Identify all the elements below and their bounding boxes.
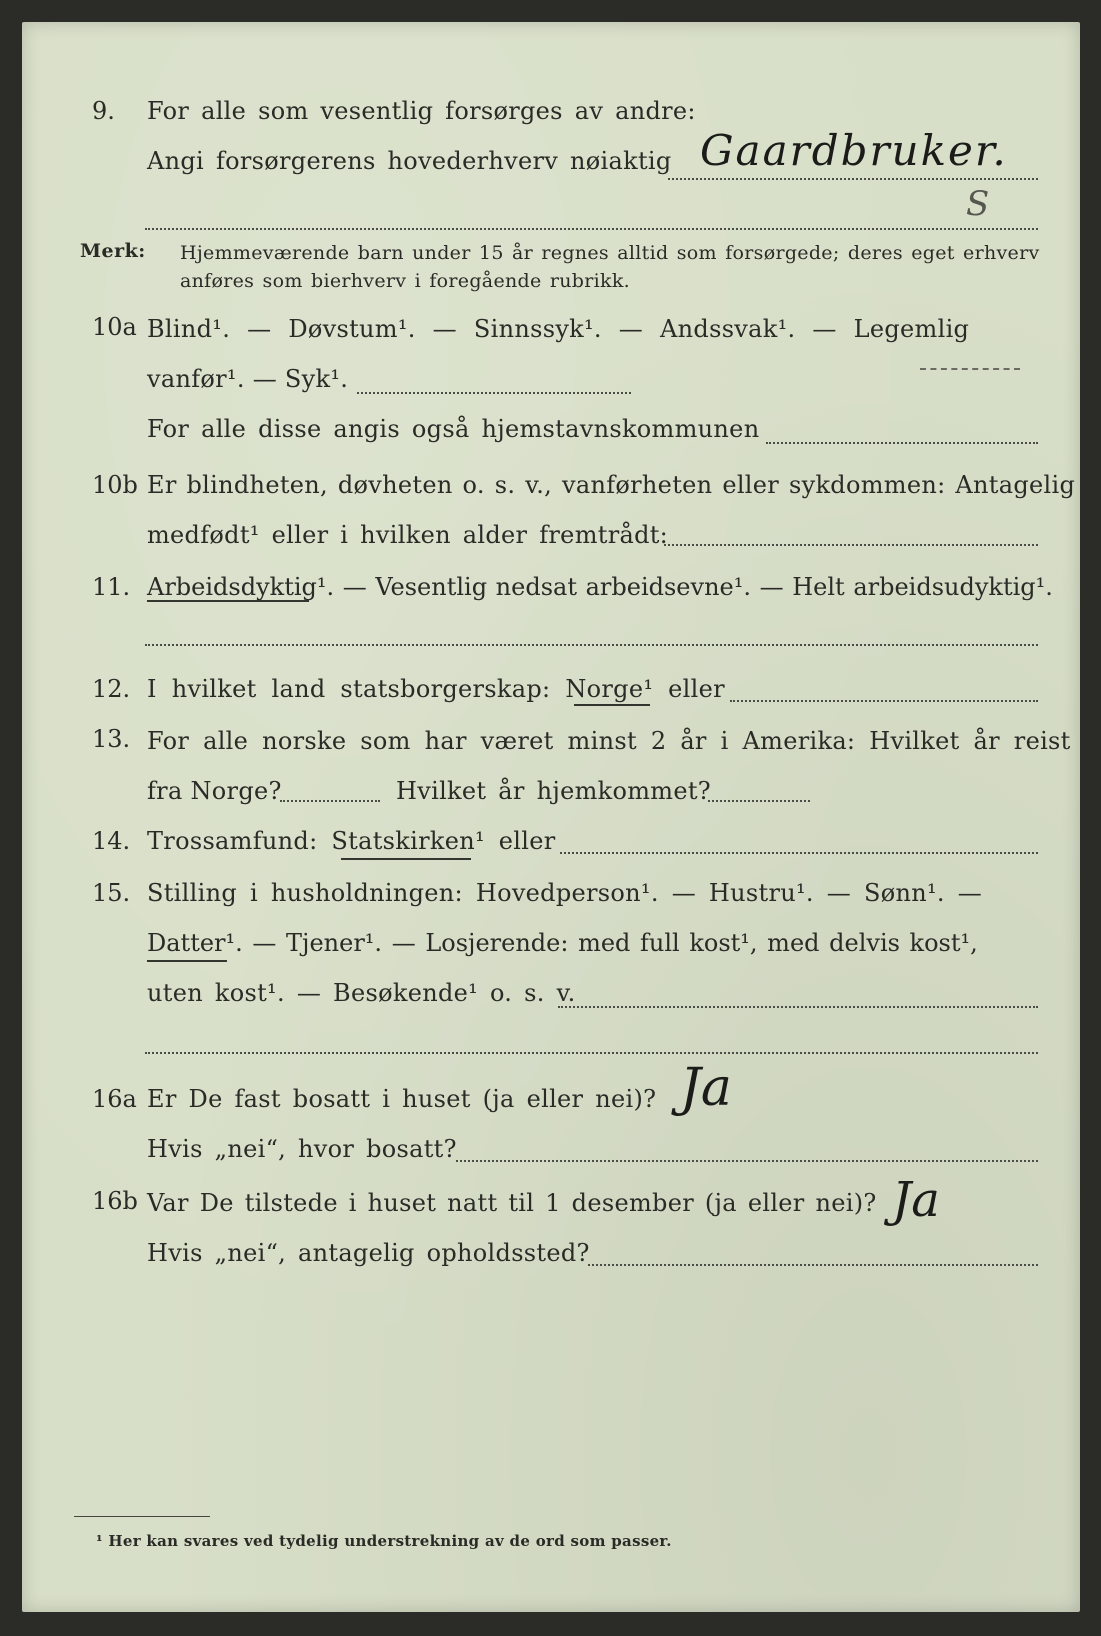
q15-selected-underline xyxy=(147,960,227,962)
q13-number: 13. xyxy=(92,725,131,753)
q13-line2a: fra Norge? xyxy=(147,777,282,805)
q15-number: 15. xyxy=(92,879,131,907)
q10a-hometown-line xyxy=(766,442,1038,444)
q12-selected-underline xyxy=(574,704,650,706)
merk-line2: anføres som bierhverv i foregående rubrikk. xyxy=(180,270,630,292)
q11-extra-line xyxy=(145,644,1038,646)
q12-number: 12. xyxy=(92,675,131,703)
q16a-handwritten-answer: Ja xyxy=(680,1058,732,1118)
q9-pencil-mark: S xyxy=(966,184,990,224)
footnote-rule xyxy=(74,1516,210,1517)
q10a-pencil-stroke xyxy=(920,368,1020,370)
q10a-line2: vanfør¹. — Syk¹. xyxy=(147,365,349,393)
q10b-answer-line xyxy=(664,544,1038,546)
q15-line3: uten kost¹. — Besøkende¹ o. s. v. xyxy=(147,979,576,1007)
q9-handwritten-answer: Gaardbruker. xyxy=(700,126,1008,175)
q10b-line2: medfødt¹ eller i hvilken alder fremtrådt: xyxy=(147,521,669,549)
q14-answer-line xyxy=(560,852,1038,854)
q16a-number: 16a xyxy=(92,1085,137,1113)
q14-selected-underline xyxy=(341,858,471,860)
q16a-line2: Hvis „nei“, hvor bosatt? xyxy=(147,1135,457,1163)
q9-line1: For alle som vesentlig forsørges av andre: xyxy=(147,97,696,125)
q10a-number: 10a xyxy=(92,313,137,341)
q15-answer-line xyxy=(558,1006,1038,1008)
q10a-line3: For alle disse angis også hjemstavnskommunen xyxy=(147,415,760,443)
q11-line1: Arbeidsdyktig¹. — Vesentlig nedsat arbeidsevne¹. — Helt arbeidsudyktig¹. xyxy=(147,573,1053,601)
q13-right-line xyxy=(708,800,810,802)
q13-left-line xyxy=(280,800,380,802)
q9-number: 9. xyxy=(92,97,115,125)
q16b-answer-line xyxy=(588,1264,1038,1266)
q16b-handwritten-answer: Ja xyxy=(892,1172,940,1228)
q12-answer-line xyxy=(730,700,1038,702)
q16a-line1: Er De fast bosatt i huset (ja eller nei)? xyxy=(147,1085,657,1113)
q12-line1: I hvilket land statsborgerskap: Norge¹ eller xyxy=(147,675,725,703)
q9-line2: Angi forsørgerens hovederhverv nøiaktig xyxy=(147,147,672,175)
q16b-line2: Hvis „nei“, antagelig opholdssted? xyxy=(147,1239,590,1267)
footnote-text: ¹ Her kan svares ved tydelig understrekning av de ord som passer. xyxy=(96,1532,672,1550)
q10a-line1: Blind¹. — Døvstum¹. — Sinnssyk¹. — Andssvak¹. — Legemlig xyxy=(147,315,970,343)
q10b-line1: Er blindheten, døvheten o. s. v., vanførheten eller sykdommen: Antagelig xyxy=(147,471,1076,499)
q14-number: 14. xyxy=(92,827,131,855)
q9-extra-line xyxy=(145,228,1038,230)
merk-label: Merk: xyxy=(80,240,146,262)
q16a-answer-line xyxy=(456,1160,1038,1162)
q9-answer-line xyxy=(668,178,1038,180)
q11-selected-underline xyxy=(147,600,309,602)
q10b-number: 10b xyxy=(92,471,138,499)
q10a-answer-line xyxy=(357,392,631,394)
q11-number: 11. xyxy=(92,573,131,601)
q16b-line1: Var De tilstede i huset natt til 1 desember (ja eller nei)? xyxy=(147,1189,877,1217)
q14-line1: Trossamfund: Statskirken¹ eller xyxy=(147,827,556,855)
q13-line2b: Hvilket år hjemkommet? xyxy=(396,777,711,805)
merk-line1: Hjemmeværende barn under 15 år regnes alltid som forsørgede; deres eget erhverv xyxy=(180,242,1040,264)
q15-extra-line xyxy=(145,1052,1038,1054)
q16b-number: 16b xyxy=(92,1187,138,1215)
q15-line1: Stilling i husholdningen: Hovedperson¹. — Hustru¹. — Sønn¹. — xyxy=(147,879,983,907)
q13-line1: For alle norske som har været minst 2 år i Amerika: Hvilket år reist xyxy=(147,727,1071,755)
q15-line2: Datter¹. — Tjener¹. — Losjerende: med full kost¹, med delvis kost¹, xyxy=(147,929,978,957)
